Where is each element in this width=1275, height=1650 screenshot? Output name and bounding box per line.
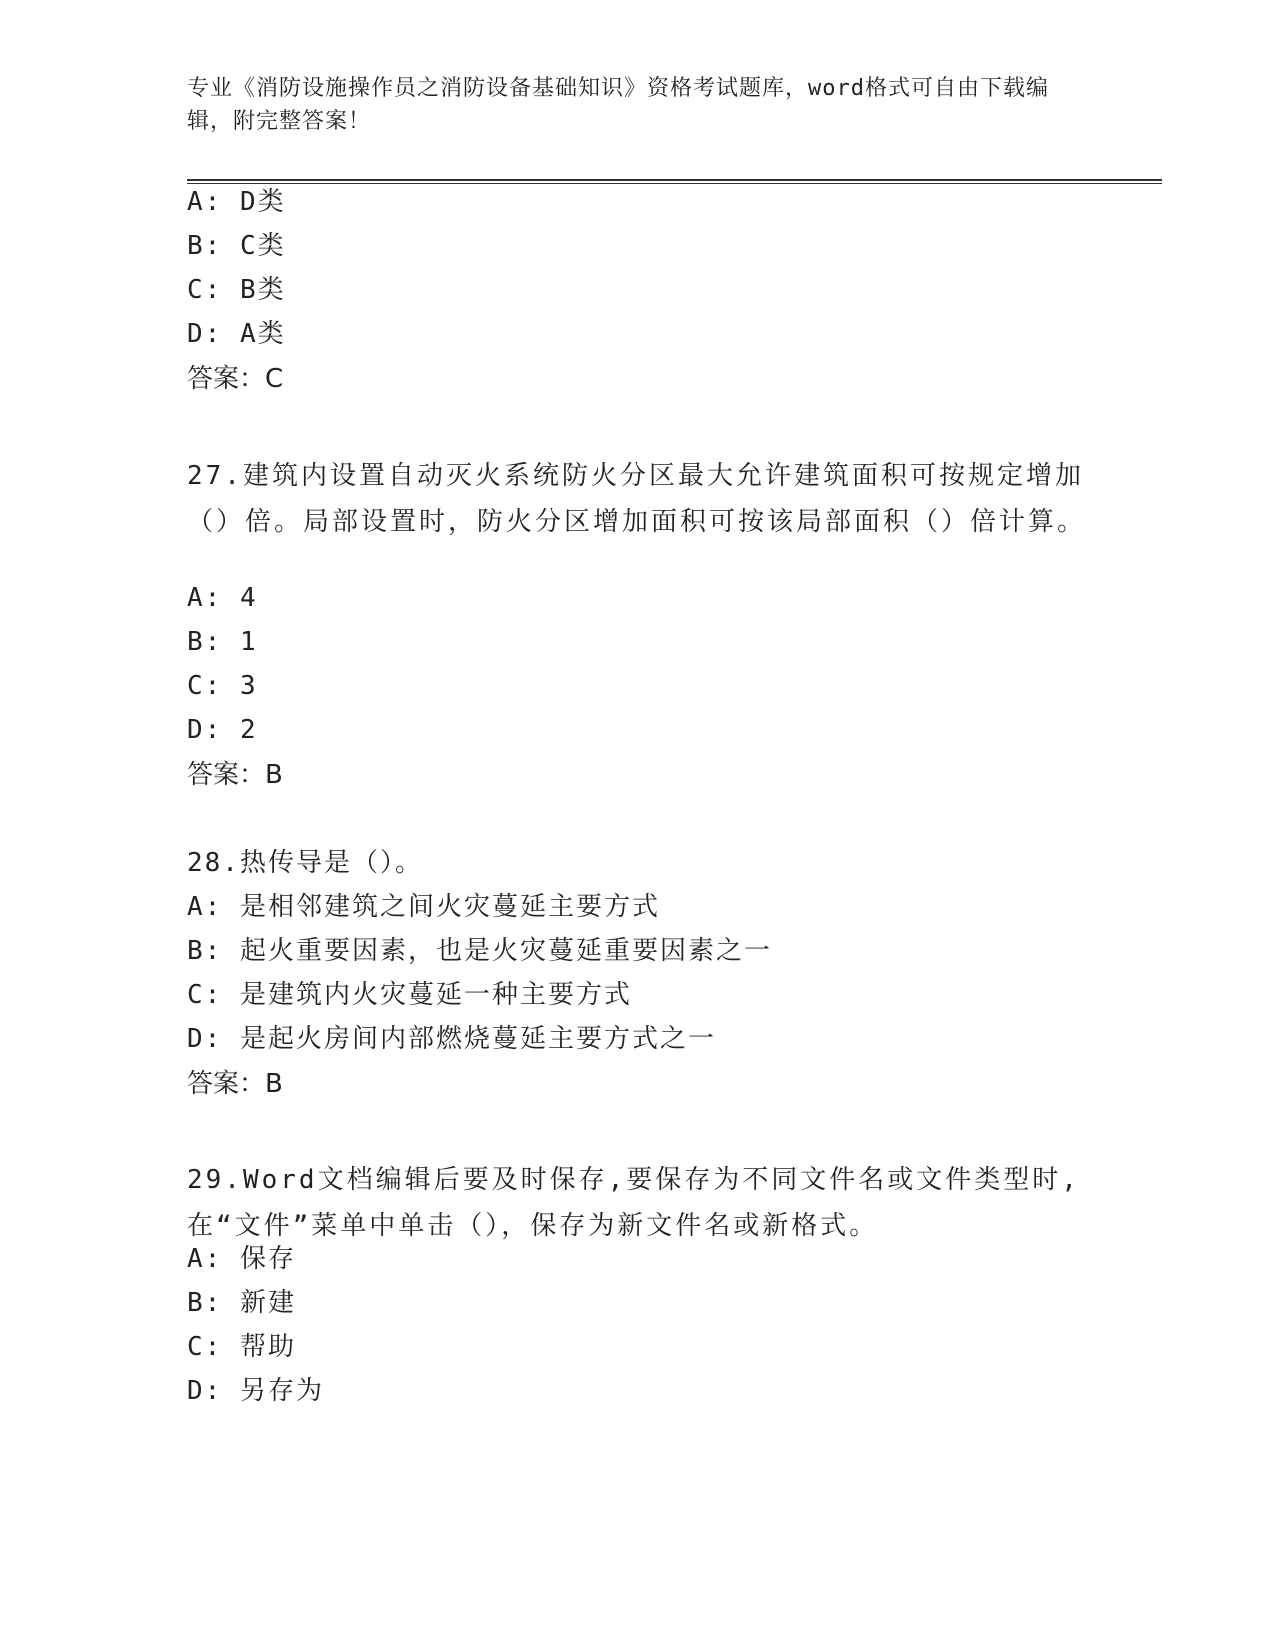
option-text: B类	[239, 275, 286, 305]
option-label: B:	[187, 231, 223, 261]
option-text: 保存	[239, 1244, 296, 1274]
option-text: D类	[239, 187, 286, 217]
q29-option-c	[187, 1330, 296, 1364]
option-text: 是起火房间内部燃烧蔓延主要方式之一	[239, 1024, 716, 1054]
option-text: 是相邻建筑之间火灾蔓延主要方式	[239, 892, 660, 922]
q26-option-a	[187, 185, 286, 219]
option-text: 4	[239, 583, 258, 613]
option-label: B:	[187, 936, 223, 966]
option-label: D:	[187, 1376, 223, 1406]
q26-option-d	[187, 317, 286, 351]
q28-option-c	[187, 978, 632, 1012]
q26-answer: 答案：C	[187, 364, 284, 394]
option-label: D:	[187, 1024, 223, 1054]
q26-option-c	[187, 273, 286, 307]
option-label: A:	[187, 892, 223, 922]
q28-question: 28.热传导是（）。	[187, 848, 423, 878]
option-text: 起火重要因素，也是火灾蔓延重要因素之一	[239, 936, 772, 966]
option-text: 1	[239, 627, 258, 657]
q27-question: 27.建筑内设置自动灭火系统防火分区最大允许建筑面积可按规定增加（）倍。局部设置时，防火分区增加面积可按该局部面积（）倍计算。	[187, 461, 1087, 537]
q28-option-d	[187, 1022, 716, 1056]
document-header: 专业《消防设施操作员之消防设备基础知识》资格考试题库，word格式可自由下载编辑，附完整答案！	[187, 76, 1049, 134]
q26-option-b	[187, 229, 286, 263]
option-text: 帮助	[239, 1332, 296, 1362]
option-text: 是建筑内火灾蔓延一种主要方式	[239, 980, 632, 1010]
q28-option-a	[187, 890, 660, 924]
option-label: A:	[187, 583, 223, 613]
q27-option-b	[187, 625, 258, 659]
option-text: 另存为	[239, 1376, 324, 1406]
option-label: D:	[187, 319, 223, 349]
q29-question: 29.Word文档编辑后要及时保存,要保存为不同文件名或文件类型时,在“文件”菜单中单击（），保存为新文件名或新格式。	[187, 1165, 1080, 1241]
option-label: C:	[187, 275, 223, 305]
header-divider-bottom	[187, 183, 1162, 184]
option-label: C:	[187, 1332, 223, 1362]
option-label: C:	[187, 671, 223, 701]
option-label: A:	[187, 187, 223, 217]
option-text: 新建	[239, 1288, 296, 1318]
option-text: 2	[239, 715, 258, 745]
q29-option-d	[187, 1374, 324, 1408]
q27-answer: 答案：B	[187, 760, 283, 790]
q27-option-a	[187, 581, 258, 615]
option-label: C:	[187, 980, 223, 1010]
q29-option-a	[187, 1242, 296, 1276]
option-label: D:	[187, 715, 223, 745]
q28-option-b	[187, 934, 772, 968]
q27-option-c	[187, 669, 258, 703]
header-divider-top	[187, 179, 1162, 181]
option-text: 3	[239, 671, 258, 701]
option-label: B:	[187, 627, 223, 657]
option-label: B:	[187, 1288, 223, 1318]
q28-answer: 答案：B	[187, 1069, 283, 1099]
q29-option-b	[187, 1286, 296, 1320]
option-text: A类	[239, 319, 286, 349]
option-text: C类	[239, 231, 286, 261]
option-label: A:	[187, 1244, 223, 1274]
q27-option-d	[187, 713, 258, 747]
